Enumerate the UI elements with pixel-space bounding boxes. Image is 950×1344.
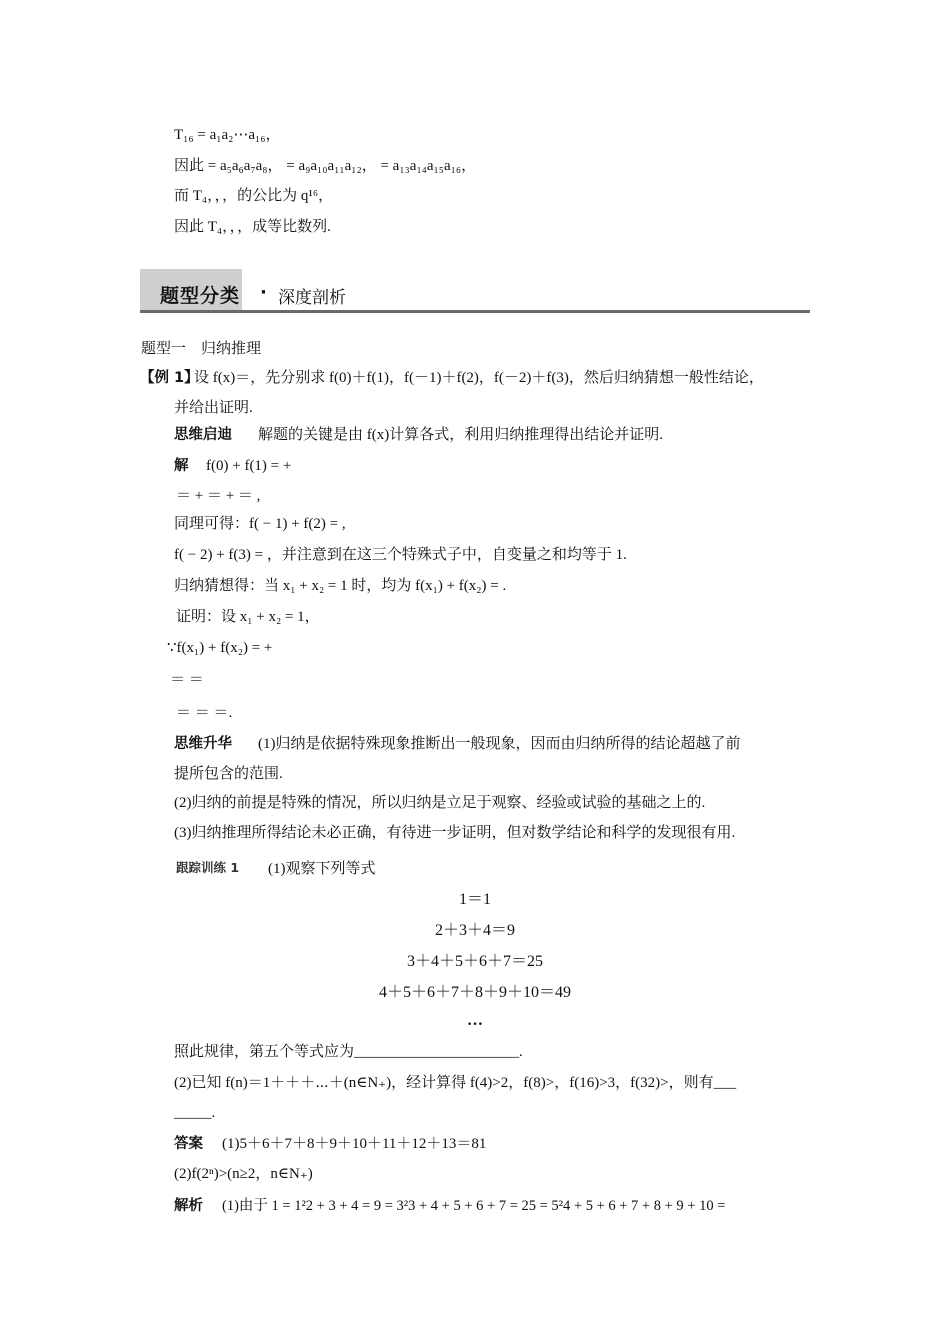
- text-line-t16: T₁₆ = a₁a₂⋯a₁₆，: [174, 127, 281, 143]
- section-subtitle: 深度剖析: [278, 288, 346, 308]
- example-label: 【例 1】: [140, 370, 199, 386]
- solution-line: ∵f(x₁) + f(x₂) = +: [167, 640, 273, 656]
- text-line-conclusion: 因此 T₄，，，成等比数列.: [174, 219, 331, 235]
- equation-line: 3＋4＋5＋6＋7＝25: [406, 953, 543, 970]
- answer-line-2: (2)f(2ⁿ)>(n≥2，n∈N₊): [174, 1166, 313, 1182]
- section-title: 题型分类: [160, 285, 241, 307]
- analysis-line-1: (1)由于 1 = 1²2 + 3 + 4 = 9 = 3²3 + 4 + 5 + 6 + 7 = 25 = 5²4 + 5 + 6 + 7 + 8 + 9 + 10 =: [222, 1198, 726, 1214]
- sublimation-label: 思维升华: [174, 736, 232, 752]
- equation-line: 4＋5＋6＋7＋8＋9＋10＝49: [378, 984, 571, 1001]
- equation-line: 2＋3＋4＝9: [434, 922, 515, 939]
- insight-text: 解题的关键是由 f(x)计算各式，利用归纳推理得出结论并证明.: [258, 427, 663, 443]
- answer-line-1: (1)5＋6＋7＋8＋9＋10＋11＋12＋13＝81: [222, 1136, 487, 1152]
- solution-line: f( − 2) + f(3) = ，并注意到在这三个特殊式子中，自变量之和均等于 1.: [174, 547, 627, 563]
- insight-label: 思维启迪: [174, 427, 232, 443]
- solution-line: 同理可得：f( − 1) + f(2) = ,: [174, 516, 346, 532]
- example-line-2: 并给出证明.: [174, 400, 253, 416]
- solution-line: 证明：设 x₁ + x₂ = 1，: [176, 609, 320, 625]
- equation-ellipsis: …: [467, 1012, 483, 1029]
- question-2-line-2: _____.: [174, 1105, 216, 1121]
- type-heading: 题型一 归纳推理: [141, 341, 262, 357]
- solution-label: 解: [174, 458, 189, 474]
- analysis-label: 解析: [174, 1198, 203, 1214]
- example-line-1: 设 f(x)＝，先分别求 f(0)＋f(1)，f(－1)＋f(2)，f(－2)＋f(3)，然后归纳猜想一般性结论，: [194, 370, 764, 386]
- question-2-line-1: (2)已知 f(n)＝1＋＋＋⋯＋(n∈N₊)，经计算得 f(4)>2，f(8)>，f(16)>3，f(32)>，则有___: [174, 1075, 737, 1091]
- text-line-because: 因此 = a₅a₆a₇a₈， = a₉a₁₀a₁₁a₁₂， = a₁₃a₁₄a₁₅a₁₆，: [174, 158, 477, 174]
- solution-line: ＝ + ＝ + ＝ ,: [176, 488, 261, 504]
- training-intro: (1)观察下列等式: [268, 861, 376, 877]
- solution-first-line: f(0) + f(1) = +: [206, 458, 292, 474]
- sublimation-line-4: (3)归纳推理所得结论未必正确，有待进一步证明，但对数学结论和科学的发现很有用.: [174, 825, 736, 841]
- answer-label: 答案: [174, 1136, 203, 1152]
- sublimation-line-2: 提所包含的范围.: [174, 766, 283, 782]
- section-separator-dot: ·: [260, 282, 267, 303]
- training-label: 跟踪训练 1: [176, 860, 240, 875]
- solution-line: ＝ ＝: [170, 672, 204, 688]
- text-line-ratio: 而 T₄，，，的公比为 q¹⁶，: [174, 188, 334, 204]
- question-1: 照此规律，第五个等式应为______________________.: [174, 1044, 523, 1060]
- section-header: [140, 269, 810, 313]
- section-underline: [140, 310, 810, 313]
- solution-line: ＝ ＝ ＝.: [176, 705, 233, 721]
- equation-line: 1＝1: [458, 891, 491, 908]
- solution-line: 归纳猜想得：当 x₁ + x₂ = 1 时，均为 f(x₁) + f(x₂) = .: [174, 578, 507, 594]
- sublimation-line-1: (1)归纳是依据特殊现象推断出一般现象，因而由归纳所得的结论超越了前: [258, 736, 741, 752]
- sublimation-line-3: (2)归纳的前提是特殊的情况，所以归纳是立足于观察、经验或试验的基础之上的.: [174, 795, 706, 811]
